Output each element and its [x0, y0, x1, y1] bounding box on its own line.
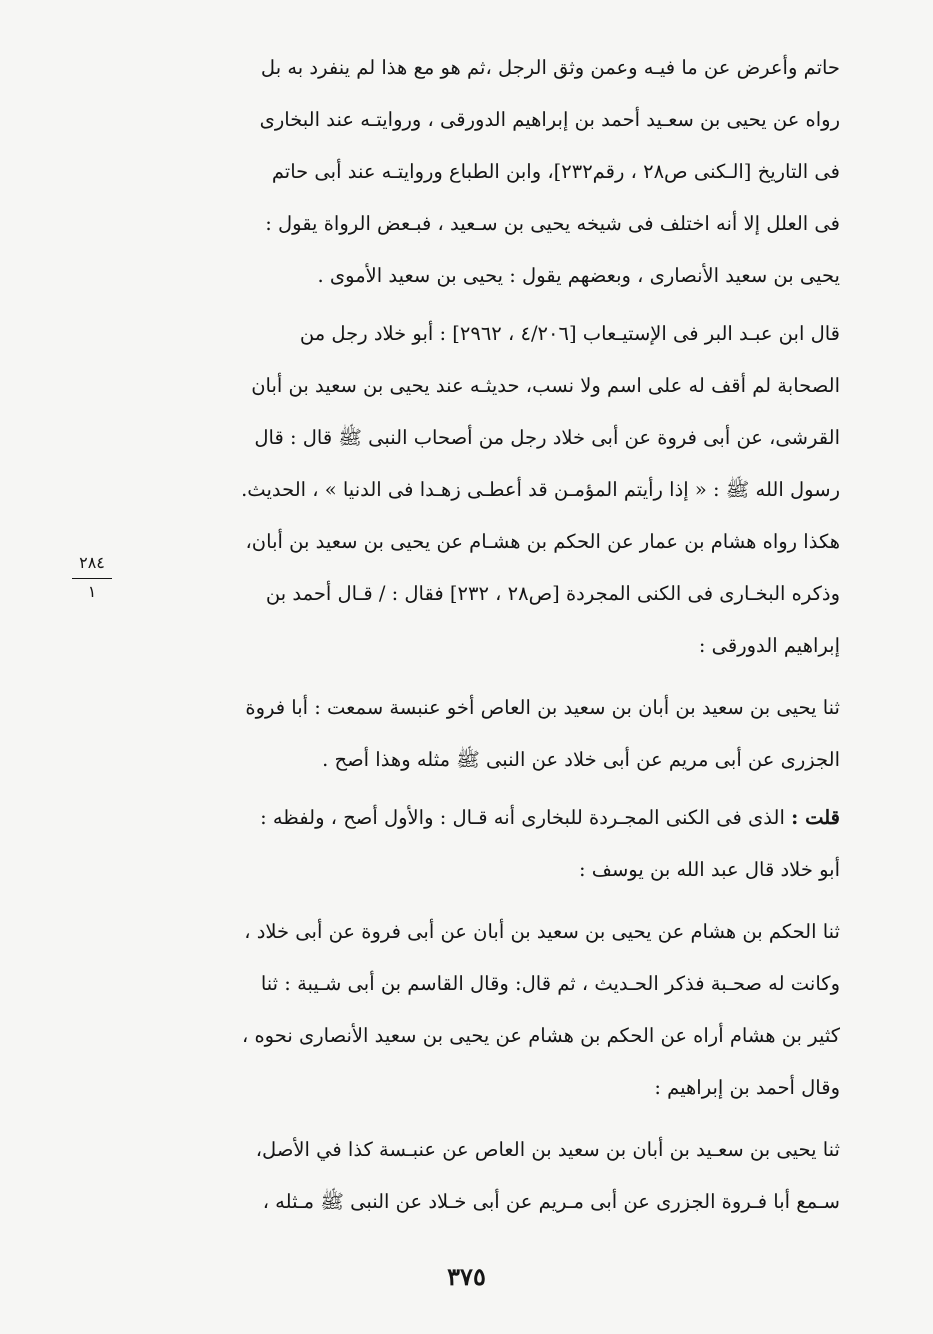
- text-line: وذكره البخـارى فى الكنى المجردة [ص٢٨ ، ٢٣٢] فقال : / قـال أحمد بن: [265, 582, 840, 605]
- manuscript-folio-note: [70, 553, 114, 602]
- text-line: سـمع أبا فـروة الجزرى عن أبى مـريم عن أبى خـلاد عن النبى ﷺ مـثله ،: [262, 1190, 840, 1213]
- text-line: القرشى، عن أبى فروة عن أبى خلاد رجل من أصحاب النبى ﷺ قال : قال: [254, 426, 840, 449]
- text-line: كثير بن هشام أراه عن الحكم بن هشام عن يحيى بن سعيد الأنصارى نحوه ،: [241, 1024, 840, 1047]
- folio-number: ٢٨٤: [79, 553, 105, 572]
- text-line: [118, 792, 840, 844]
- text-line: فى العلل إلا أنه اختلف فى شيخه يحيى بن سـعيد ، فبـعض الرواة يقول :: [265, 212, 840, 235]
- paragraph-2: [118, 308, 840, 672]
- paragraph-4: [118, 792, 840, 896]
- text-line: الجزرى عن أبى مريم عن أبى خلاد عن النبى ﷺ مثله وهذا أصح .: [322, 748, 840, 771]
- folio-side: ١: [87, 582, 97, 601]
- line-rest: الذى فى الكنى المجـردة للبخارى أنه قـال : والأول أصح ، ولفظه :: [260, 806, 792, 829]
- text-line: الصحابة لم أقف له على اسم ولا نسب، حديثـه عند يحيى بن سعيد بن أبان: [251, 374, 840, 397]
- paragraph-gap: [118, 672, 840, 682]
- paragraph-1: [118, 42, 840, 302]
- text-line: ثنا الحكم بن هشام عن يحيى بن سعيد بن أبان عن أبى فروة عن أبى خلاد ،: [244, 920, 840, 943]
- folio-divider: [72, 578, 112, 579]
- text-line: أبو خلاد قال عبد الله بن يوسف :: [578, 858, 840, 881]
- paragraph-gap: [118, 896, 840, 906]
- text-line: فى التاريخ [الـكنى ص٢٨ ، رقم٢٣٢]، وابن الطباع وروايتـه عند أبى حاتم: [271, 160, 840, 183]
- text-line: وقال أحمد بن إبراهيم :: [654, 1076, 840, 1099]
- text-line: إبراهيم الدورقى :: [698, 634, 840, 657]
- text-line: ثنا يحيى بن سعـيد بن أبان بن سعيد بن العاص عن عنبـسة كذا في الأصل،: [255, 1138, 840, 1161]
- text-line: رواه عن يحيى بن سعـيد أحمد بن إبراهيم الدورقى ، وروايتـه عند البخارى: [259, 108, 840, 131]
- paragraph-5: [118, 906, 840, 1114]
- text-line: وكانت له صحـبة فذكر الحـديث ، ثم قال: وقال القاسم بن أبى شـيبة : ثنا: [260, 972, 840, 995]
- text-line: حاتم وأعرض عن ما فيـه وعمن وثق الرجل ،ثم هو مع هذا لم ينفرد به بل: [260, 56, 840, 79]
- text-line: ثنا يحيى بن سعيد بن أبان بن سعيد بن العاص أخو عنبسة سمعت : أبا فروة: [245, 696, 840, 719]
- text-line: رسول الله ﷺ : « إذا رأيتم المؤمـن قد أعطـى زهـدا فى الدنيا » ، الحديث.: [241, 478, 840, 501]
- lead-word: قلت :: [791, 806, 840, 829]
- paragraph-3: [118, 682, 840, 786]
- text-line: يحيى بن سعيد الأنصارى ، وبعضهم يقول : يحيى بن سعيد الأموى .: [317, 264, 840, 287]
- page-number: ٣٧٥: [447, 1262, 486, 1291]
- paragraph-gap: [118, 1114, 840, 1124]
- text-line: هكذا رواه هشام بن عمار عن الحكم بن هشـام عن يحيى بن سعيد بن أبان،: [245, 530, 840, 553]
- main-text: [118, 42, 840, 1228]
- paragraph-6: [118, 1124, 840, 1228]
- text-line: قال ابن عبـد البر فى الإستيـعاب [٤/٢٠٦ ، ٢٩٦٢] : أبو خلاد رجل من: [299, 322, 840, 345]
